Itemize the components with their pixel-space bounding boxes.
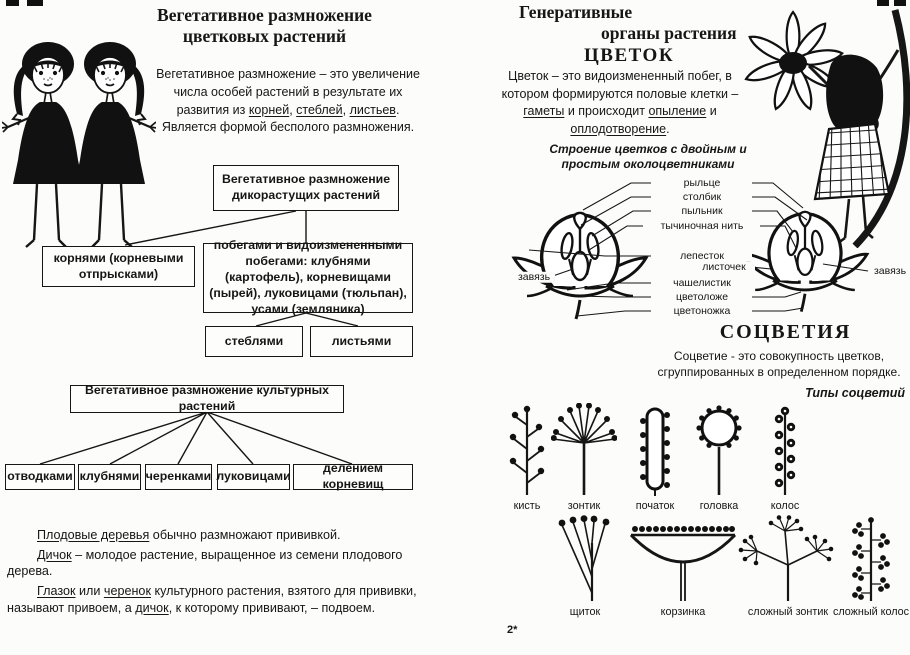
raceme-diagram xyxy=(506,403,548,497)
umbel-diagram xyxy=(551,403,617,497)
flowchart-box-wild: Вегетативное размножение дикорастущих растений xyxy=(213,165,399,211)
method-box-lukovitsy: луковицами xyxy=(217,464,290,490)
flower-structure-subtitle: Строение цветков с двойным и простым околоцветниками xyxy=(549,142,747,171)
spadix-label: початок xyxy=(635,500,675,512)
label-filament: тычиночная нить xyxy=(644,221,760,232)
label-petal: лепесток xyxy=(652,251,752,262)
head-diagram xyxy=(695,403,743,497)
inflorescence-definition: Соцветие - это совокупность цветков, сгруппированных в определенном порядке. xyxy=(657,349,901,379)
title-line-1: Вегетативное размножение xyxy=(157,5,372,25)
capitulum-diagram xyxy=(625,515,741,603)
compound-spike-label: сложный колос xyxy=(832,606,910,618)
inflorescence-corymb xyxy=(554,515,616,618)
method-box-kornevishcha: делением корневищ xyxy=(293,464,413,490)
head-label: головка xyxy=(699,500,739,512)
inflorescence-compound-umbel xyxy=(736,515,840,618)
method-box-klubni: клубнями xyxy=(78,464,141,490)
method-box-otvodki: отводками xyxy=(5,464,75,490)
note-dichok: Дичок – молодое растение, выращенное из семени плодового дерева. xyxy=(7,547,403,579)
flowchart-box-shoots: побегами и видоизмененными побегами: клубнями (картофель), корневищами (пырей), луковицами (тюльпан), усами (земляника) xyxy=(203,243,413,313)
label-ovary-left: завязь xyxy=(513,272,555,283)
flowchart-box-roots: корнями (корневыми отпрысками) xyxy=(42,246,195,287)
compound-umbel-diagram xyxy=(737,515,839,603)
inflorescence-compound-spike xyxy=(833,515,909,618)
label-sepal: чашелистик xyxy=(652,278,752,289)
flowchart-box-cultivated: Вегетативное размножение культурных растений xyxy=(70,385,344,413)
title-line-2: цветковых растений xyxy=(182,26,347,47)
label-pedicel: цветоножка xyxy=(652,306,752,317)
label-ovary-right: завязь xyxy=(869,266,910,277)
flower-structure-diagram xyxy=(455,170,910,328)
method-box-cherenki: черенками xyxy=(145,464,212,490)
flowchart-box-stems: стеблями xyxy=(205,326,303,357)
flowchart-box-leaves: листьями xyxy=(310,326,413,357)
note-fruit-trees: Плодовые деревья обычно размножают прививкой. xyxy=(37,528,341,542)
inflorescence-capitulum xyxy=(624,515,742,618)
note-glazok: Глазок или черенок культурного растения, взятого для прививки, называют привоем, а дичок, к которому прививают, – подвоем. xyxy=(7,584,417,615)
spike-label: колос xyxy=(770,500,800,512)
corymb-diagram xyxy=(556,515,614,603)
inflorescence-types-label: Типы соцветий xyxy=(805,386,905,400)
label-stigma: рыльце xyxy=(652,178,752,189)
inflorescence-head xyxy=(692,403,746,512)
umbel-label: зонтик xyxy=(567,500,601,512)
page-title-right-2: органы растения xyxy=(601,23,737,43)
vegetative-definition: Вегетативное размножение – это увеличение числа особей растений в результате их развития из корней, стеблей, листьев. Является формой бесполого размножения. xyxy=(156,67,420,135)
corymb-label: щиток xyxy=(569,606,601,618)
label-tepal: листочек xyxy=(693,262,755,273)
raceme-label: кисть xyxy=(513,500,541,512)
capitulum-label: корзинка xyxy=(660,606,706,618)
compound-spike-diagram xyxy=(849,515,893,603)
compound-umbel-label: сложный зонтик xyxy=(747,606,829,618)
page-title-right-1: Генеративные xyxy=(519,2,633,22)
spike-diagram xyxy=(769,403,801,497)
label-anther: пыльник xyxy=(652,206,752,217)
flower-definition: Цветок – это видоизмененный побег, в котором формируются половые клетки – гаметы и происходит опыление и оплодотворение. xyxy=(501,69,739,136)
label-style: столбик xyxy=(652,192,752,203)
page-title-right-3: ЦВЕТОК xyxy=(584,45,675,66)
grafting-notes xyxy=(7,527,419,620)
inflorescence-raceme xyxy=(502,403,552,512)
inflorescence-heading: СОЦВЕТИЯ xyxy=(719,321,852,343)
spadix-diagram xyxy=(634,403,676,497)
signature-footnote: 2* xyxy=(507,624,518,636)
label-receptacle: цветоложе xyxy=(652,292,752,303)
inflorescence-spike xyxy=(764,403,806,512)
inflorescence-spadix xyxy=(632,403,678,512)
inflorescence-umbel xyxy=(550,403,618,512)
